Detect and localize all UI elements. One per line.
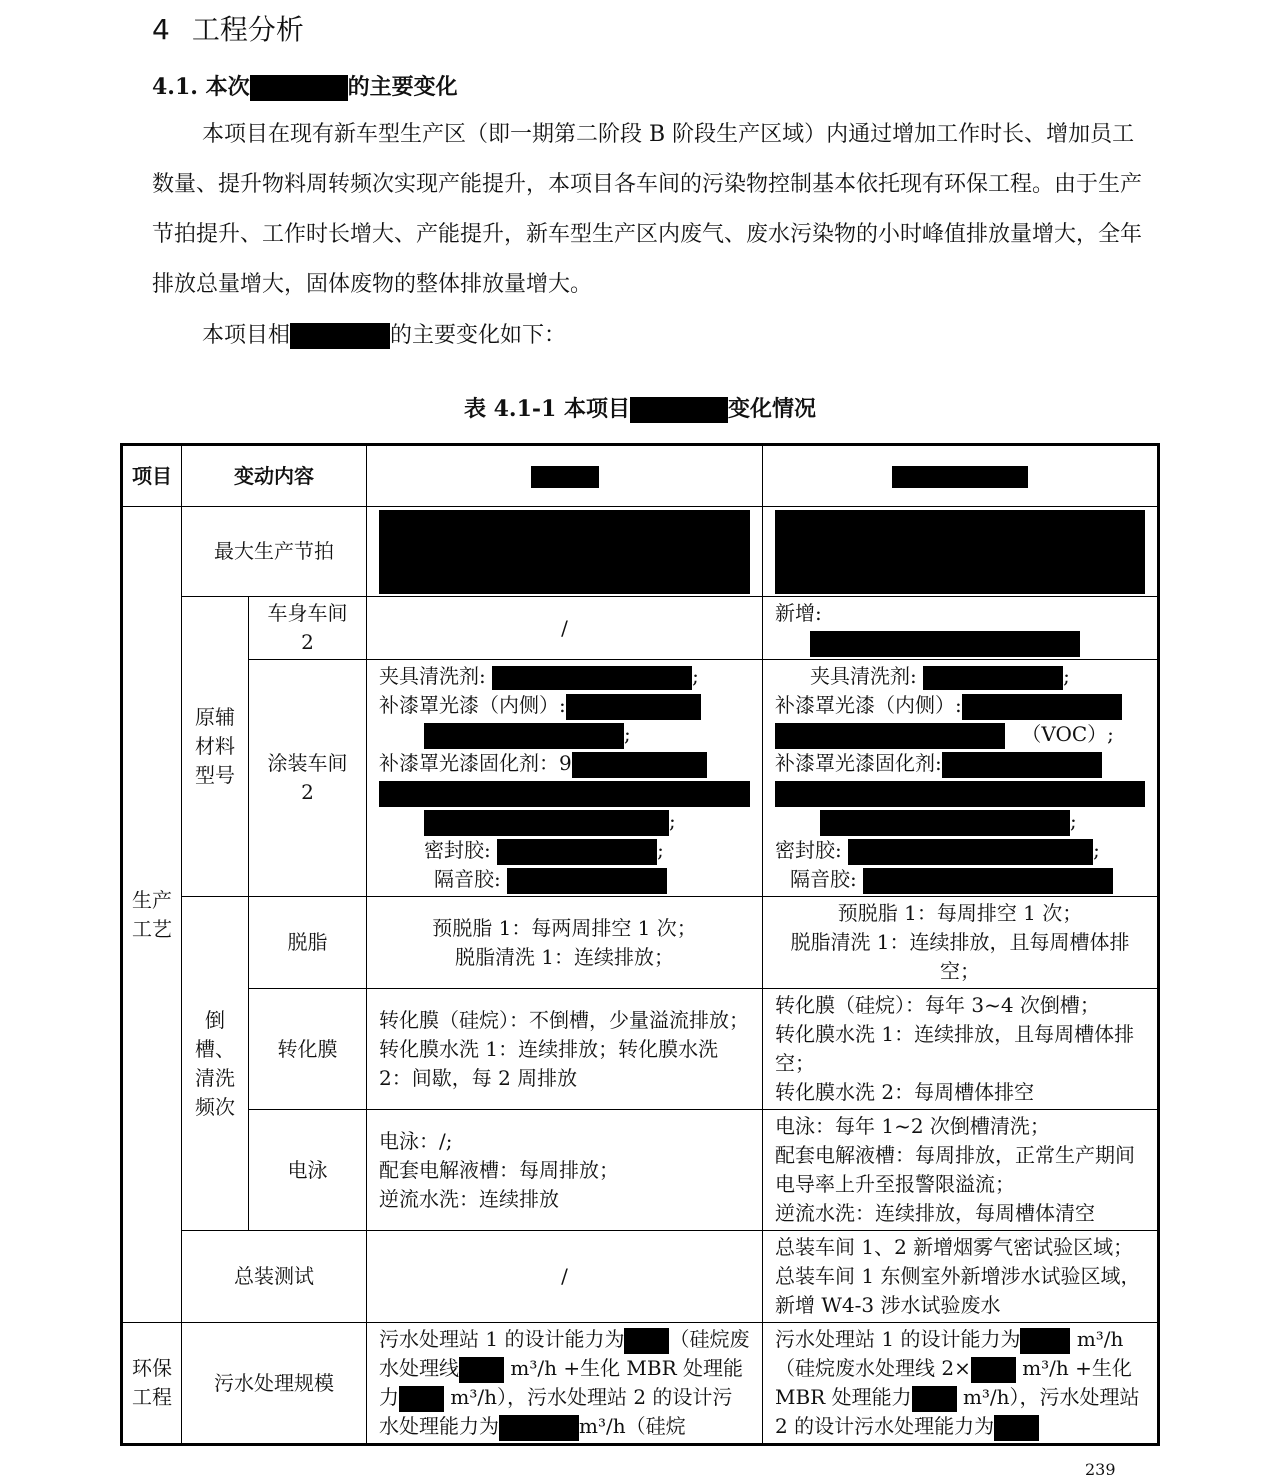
wwtp-a-p2: m³/h（硅烷废水处理线 2× [775, 1327, 1124, 1380]
redaction-bar [775, 781, 1145, 807]
group-materials: 原辅材料型号 [182, 597, 249, 897]
semicolon: ; [1093, 838, 1100, 862]
degrease-before [367, 897, 763, 989]
redaction-bar [892, 466, 1028, 488]
header-after [763, 445, 1159, 507]
table-row [122, 597, 1159, 660]
assembly-after-line: 总装车间 1、2 新增烟雾气密试验区域； [775, 1235, 1134, 1259]
wwtp-b-p2: （硅烷废水处理线 [379, 1327, 750, 1380]
assembly-after [763, 1231, 1159, 1323]
redaction-bar [250, 75, 348, 101]
redaction-bar [912, 1386, 957, 1412]
redaction-bar [630, 397, 728, 423]
header-item: 项目 [122, 445, 182, 507]
table-row [122, 1323, 1159, 1445]
table-row [122, 989, 1159, 1110]
redaction-bar [863, 868, 1113, 894]
caption-prefix: 表 4.1-1 本项目 [463, 396, 631, 422]
table-row [122, 1110, 1159, 1231]
group-drain: 倒槽、清洗频次 [182, 897, 249, 1231]
wwtp-b-p4: m³/h），污水处理站 2 的设计污水处理能力为 [379, 1385, 733, 1438]
page-number: 239 [1085, 1460, 1116, 1479]
semicolon: ; [1063, 664, 1070, 688]
paint-b-l3: 补漆罩光漆固化剂：9 [379, 751, 572, 775]
intro-paragraph [152, 110, 1142, 310]
conversion-after-line: 转化膜（硅烷）：每年 3~4 次倒槽； [775, 993, 1100, 1017]
redaction-bar [566, 694, 701, 720]
electro-before-line: 逆流水洗：连续排放 [379, 1186, 559, 1211]
conversion-after [763, 989, 1159, 1110]
table-row [122, 1231, 1159, 1323]
paint-a-l2: 补漆罩光漆（内侧）: [775, 693, 962, 717]
header-before [367, 445, 763, 507]
redaction-bar [971, 1357, 1016, 1383]
section-prefix: 4.1. 本次 [152, 74, 250, 100]
wwtp-a-p4: m³/h），污水处理站 2 的设计污水处理能力为 [775, 1385, 1140, 1438]
chapter-number: 4 [152, 13, 170, 46]
semicolon: ; [692, 664, 699, 688]
redaction-bar [531, 466, 599, 488]
row-assembly: 总装测试 [182, 1231, 367, 1323]
wwtp-b-p5: m³/h（硅烷 [579, 1414, 686, 1438]
electro-after-line: 配套电解液槽：每周排放，正常生产期间电导率上升至报警限溢流； [775, 1143, 1135, 1196]
redaction-bar [492, 666, 692, 690]
paint-b-l5: 隔音胶: [434, 867, 501, 891]
paint-a-l4: 密封胶: [775, 838, 842, 862]
redaction-bar [942, 752, 1102, 778]
conversion-after-line: 转化膜水洗 1：连续排放，且每周槽体排空； [775, 1022, 1135, 1075]
redaction-bar [499, 1415, 579, 1441]
paint-shop-after [763, 660, 1159, 897]
redaction-bar [379, 781, 750, 807]
redaction-bar [923, 666, 1063, 690]
conversion-after-line: 转化膜水洗 2：每周槽体排空 [775, 1080, 1035, 1104]
chapter-heading [152, 8, 304, 48]
redaction-bar [820, 810, 1070, 836]
lead-suffix: 的主要变化如下： [390, 323, 567, 348]
degrease-after [763, 897, 1159, 989]
semicolon: ; [669, 809, 676, 833]
semicolon: ; [657, 838, 664, 862]
table-caption [0, 392, 1280, 423]
redaction-bar [290, 323, 390, 349]
header-content: 变动内容 [182, 445, 367, 507]
redaction-bar [624, 1328, 669, 1354]
change-table [120, 443, 1160, 1446]
body-shop-before: / [367, 597, 763, 660]
wwtp-after [763, 1323, 1159, 1445]
degrease-before-line: 脱脂清洗 1：连续排放； [454, 944, 675, 969]
redaction-bar [848, 839, 1093, 865]
table-row [122, 897, 1159, 989]
electro-before-line: 电泳：/; [379, 1128, 453, 1153]
wwtp-b-p3: m³/h +生化 MBR 处理能力 [379, 1356, 744, 1409]
redaction-bar [1020, 1328, 1070, 1354]
body-shop-after [763, 597, 1159, 660]
intro-text: 本项目在现有新车型生产区（即一期第二阶段 B 阶段生产区域）内通过增加工作时长、增加员工数量、提升物料周转频次实现产能提升，本项目各车间的污染物控制基本依托现有环保工程。由于生产节拍提升、工作时长增大、产能提升，新车型生产区内废气、废水污染物的小时峰值排放量增大，全年排放总量增大，固体废物的整体排放量增大。 [152, 122, 1143, 297]
row-degrease: 脱脂 [249, 897, 367, 989]
redaction-bar [399, 1386, 444, 1412]
lead-paragraph [152, 311, 1142, 361]
row-electro: 电泳 [249, 1110, 367, 1231]
max-takt-after [763, 507, 1159, 597]
conversion-before: 转化膜（硅烷）：不倒槽，少量溢流排放；转化膜水洗 1：连续排放；转化膜水洗 2：间歇，每 2 周排放 [367, 989, 763, 1110]
caption-suffix: 变化情况 [728, 396, 817, 422]
section-heading [152, 70, 458, 101]
wwtp-b-p1: 污水处理站 1 的设计能力为 [379, 1327, 625, 1351]
lead-text [152, 311, 1142, 361]
paint-shop-before [367, 660, 763, 897]
assembly-before: / [367, 1231, 763, 1323]
table-row [122, 660, 1159, 897]
paint-b-l4: 密封胶: [424, 838, 491, 862]
redaction-bar [775, 723, 1005, 749]
paint-b-l1: 夹具清洗剂: [379, 664, 486, 688]
electro-after [763, 1110, 1159, 1231]
redaction-bar [775, 510, 1145, 594]
row-body-shop: 车身车间 2 [249, 597, 367, 660]
paint-a-l3: 补漆罩光漆固化剂: [775, 751, 942, 775]
voc-label: （VOC）; [1021, 722, 1114, 746]
degrease-after-line: 脱脂清洗 1：连续排放，且每周槽体排空； [790, 930, 1130, 983]
group-env: 环保工程 [122, 1323, 182, 1445]
new-label: 新增: [775, 601, 822, 625]
paint-a-l5: 隔音胶: [790, 867, 857, 891]
redaction-bar [459, 1357, 504, 1383]
max-takt-before [367, 507, 763, 597]
redaction-bar [994, 1415, 1039, 1441]
row-wwtp: 污水处理规模 [182, 1323, 367, 1445]
row-conversion: 转化膜 [249, 989, 367, 1110]
redaction-bar [424, 723, 624, 749]
degrease-before-line: 预脱脂 1：每两周排空 1 次； [432, 915, 697, 940]
electro-before-line: 配套电解液槽：每周排放； [379, 1157, 619, 1182]
group-process: 生产工艺 [122, 507, 182, 1323]
redaction-bar [572, 752, 707, 778]
redaction-bar [424, 810, 669, 836]
electro-before [367, 1110, 763, 1231]
assembly-after-line: 总装车间 1 东侧室外新增涉水试验区域，新增 W4-3 涉水试验废水 [775, 1264, 1141, 1317]
chapter-title: 工程分析 [191, 13, 304, 46]
semicolon: ; [624, 722, 631, 746]
redaction-bar [962, 694, 1122, 720]
redaction-bar [379, 510, 750, 594]
semicolon: ; [1070, 809, 1077, 833]
row-paint-shop: 涂装车间 2 [249, 660, 367, 897]
lead-prefix: 本项目相 [202, 323, 291, 348]
redaction-bar [810, 631, 1080, 657]
table-row [122, 507, 1159, 597]
wwtp-a-p3: m³/h +生化 MBR 处理能力 [775, 1356, 1132, 1409]
paint-a-l1: 夹具清洗剂: [810, 664, 917, 688]
electro-after-line: 逆流水洗：连续排放，每周槽体清空 [775, 1201, 1095, 1225]
section-suffix: 的主要变化 [347, 74, 458, 100]
wwtp-before [367, 1323, 763, 1445]
redaction-bar [497, 839, 657, 865]
redaction-bar [507, 868, 667, 894]
paint-b-l2: 补漆罩光漆（内侧）: [379, 693, 566, 717]
table-header-row [122, 445, 1159, 507]
electro-after-line: 电泳：每年 1~2 次倒槽清洗； [775, 1114, 1050, 1138]
wwtp-a-p1: 污水处理站 1 的设计能力为 [775, 1327, 1021, 1351]
row-max-takt: 最大生产节拍 [182, 507, 367, 597]
degrease-after-line: 预脱脂 1：每周排空 1 次； [837, 901, 1083, 925]
